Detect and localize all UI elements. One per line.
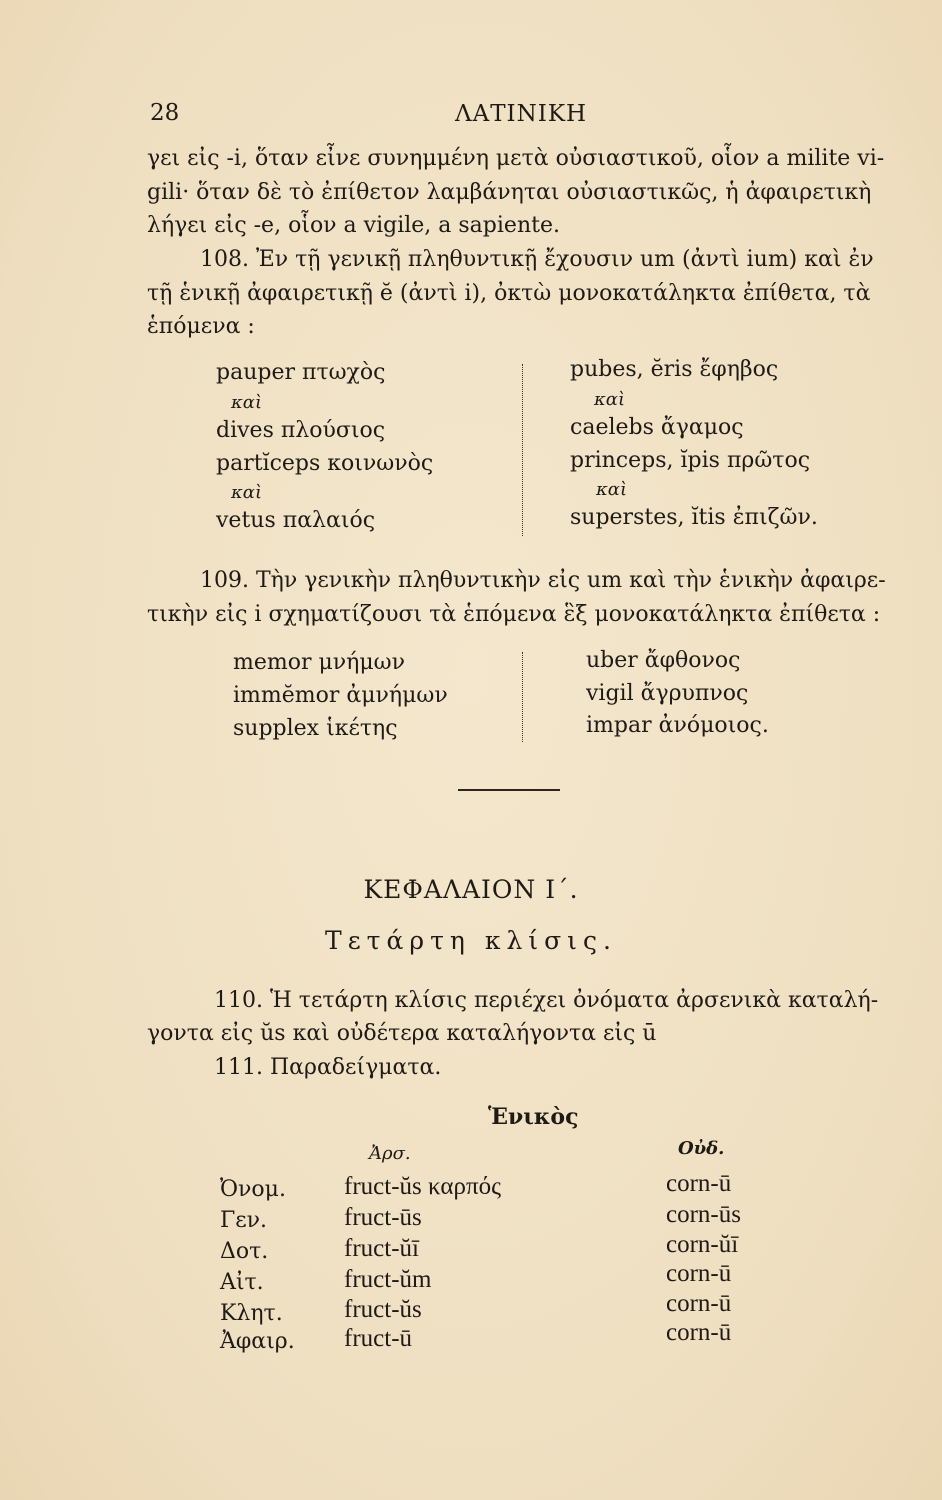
neut-form: corn-ū xyxy=(666,1170,732,1197)
masc-form: fruct-ū xyxy=(344,1325,413,1352)
case-label: Γεν. xyxy=(220,1208,268,1233)
word-entry: caelebs ἄγαμος xyxy=(570,415,744,440)
separator-rule xyxy=(458,789,560,791)
neut-form: corn-ū xyxy=(666,1260,732,1287)
conjunction: καὶ xyxy=(231,392,263,413)
neut-form: corn-ŭī xyxy=(666,1231,739,1258)
table-heading: Ἑνικὸς xyxy=(488,1104,579,1130)
word-entry: dives πλούσιος xyxy=(216,418,386,443)
word-entry: partĭceps κοινωνὸς xyxy=(216,451,434,476)
text-line: λήγει εἰς -e, οἷον a vigile, a sapiente. xyxy=(147,213,560,238)
masc-form: fruct-ŭī xyxy=(344,1235,419,1262)
chapter-subtitle: Τετάρτη κλίσις. xyxy=(325,926,617,955)
masc-form: fruct-ŭs xyxy=(344,1296,422,1323)
case-label: Ὀνομ. xyxy=(220,1177,286,1202)
text-line: gili· ὅταν δὲ τὸ ἐπίθετον λαμβάνηται οὐσιαστικῶς, ἡ ἀφαιρετικὴ xyxy=(147,180,872,205)
word-entry: memor μνήμων xyxy=(233,650,405,675)
section-109-line: τικὴν εἰς i σχηματίζουσι τὰ ἑπόμενα ἓξ μονοκατάληκτα ἐπίθετα : xyxy=(147,602,881,627)
word-entry: supplex ἱκέτης xyxy=(233,716,398,741)
conjunction: καὶ xyxy=(231,482,263,503)
chapter-title: ΚΕΦΑΛΑΙΟΝ Ι΄. xyxy=(363,875,579,904)
word-entry: princeps, ĭpis πρῶτος xyxy=(570,448,811,473)
word-entry: vetus παλαιός xyxy=(216,508,376,533)
word-entry: impar ἀνόμοιος. xyxy=(586,713,769,738)
section-108-line: τῇ ἑνικῇ ἀφαιρετικῇ ĕ (ἀντὶ i), ὀκτὼ μονοκατάληκτα ἐπίθετα, τὰ xyxy=(147,281,871,306)
section-110-line: γοντα εἰς ŭs καὶ οὐδέτερα καταλήγοντα εἰς ū xyxy=(147,1021,657,1046)
case-label: Αἰτ. xyxy=(220,1270,264,1295)
neut-form: corn-ū xyxy=(666,1290,732,1317)
column-header-masc: Ἀρσ. xyxy=(369,1143,411,1164)
word-entry: uber ἄφθονος xyxy=(586,648,741,673)
word-entry: vigil ἄγρυπνος xyxy=(586,681,749,706)
section-110-line: 110. Ἡ τετάρτη κλίσις περιέχει ὀνόματα ἀρσενικὰ καταλή- xyxy=(214,988,879,1013)
section-111-line: 111. Παραδείγματα. xyxy=(214,1055,442,1080)
case-label: Δοτ. xyxy=(220,1239,269,1264)
running-head: ΛΑΤΙΝΙΚΗ xyxy=(455,101,588,127)
masc-form: fruct-ŭs καρπός xyxy=(344,1173,501,1200)
neut-form: corn-ū xyxy=(666,1319,732,1346)
conjunction: καὶ xyxy=(596,479,628,500)
case-label: Ἀφαιρ. xyxy=(220,1329,295,1354)
word-entry: superstes, ĭtis ἐπιζῶν. xyxy=(570,505,818,530)
word-entry: pubes, ĕris ἔφηβος xyxy=(570,357,779,382)
section-108-line: 108. Ἐν τῇ γενικῇ πληθυντικῇ ἔχουσιν um (ἀντὶ ium) καὶ ἐν xyxy=(200,247,874,272)
column-divider xyxy=(522,364,523,536)
masc-form: fruct-ŭm xyxy=(344,1266,432,1293)
case-label: Κλητ. xyxy=(220,1301,283,1326)
section-108-line: ἑπόμενα : xyxy=(147,314,255,339)
section-109-line: 109. Τὴν γενικὴν πληθυντικὴν εἰς um καὶ τὴν ἑνικὴν ἀφαιρε- xyxy=(200,568,886,593)
text-line: γει εἰς -i, ὅταν εἶνε συνημμένη μετὰ οὐσιαστικοῦ, οἷον a milite vi- xyxy=(147,146,885,171)
column-header-neut: Οὐδ. xyxy=(678,1138,725,1159)
word-entry: pauper πτωχὸς xyxy=(216,360,386,385)
word-entry: immĕmor ἀμνήμων xyxy=(233,683,448,708)
neut-form: corn-ūs xyxy=(666,1201,741,1228)
masc-form: fruct-ūs xyxy=(344,1204,422,1231)
conjunction: καὶ xyxy=(594,389,626,410)
column-divider xyxy=(522,652,523,742)
page-number: 28 xyxy=(150,100,180,126)
